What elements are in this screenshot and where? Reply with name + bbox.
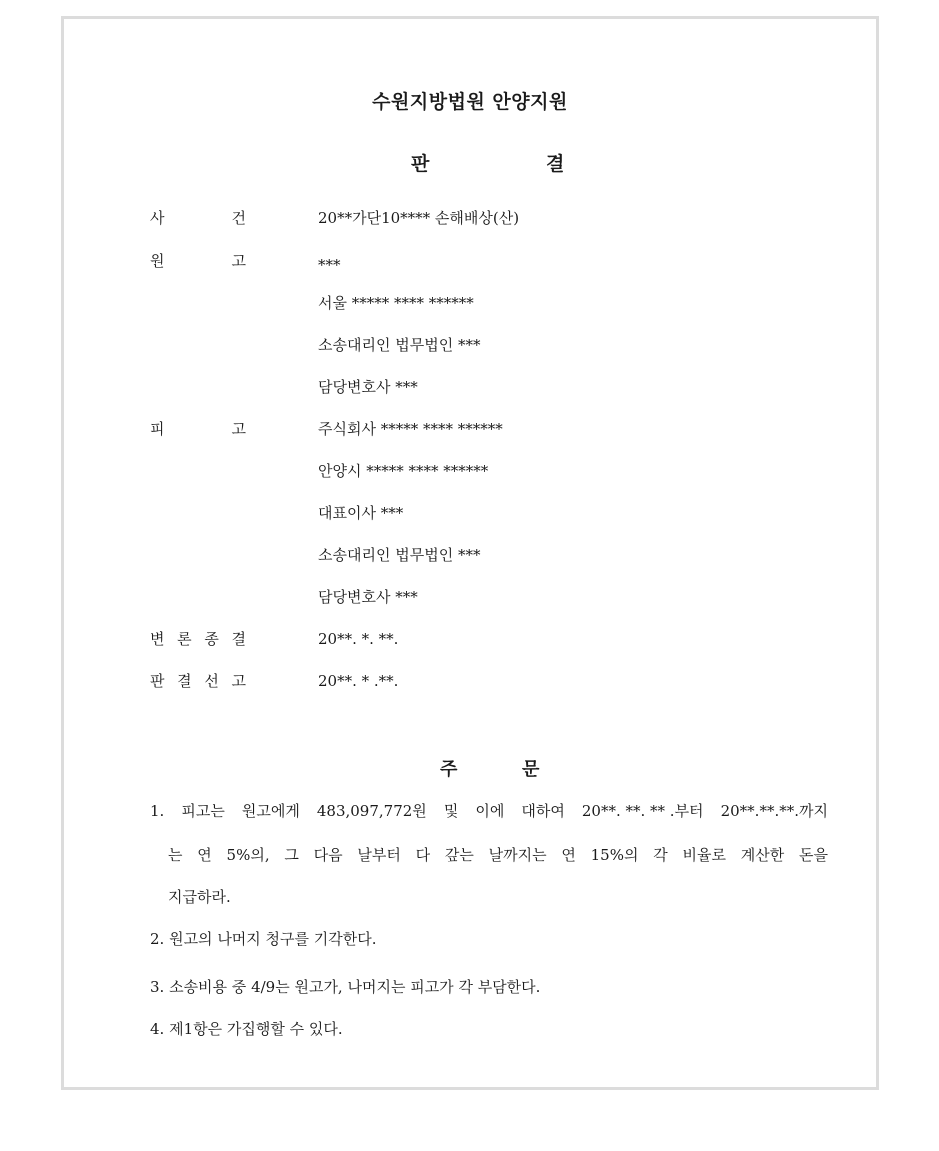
order-item-1-line-2: 는 연 5%의, 그 다음 날부터 다 갚는 날까지는 연 15%의 각 비율로 계산한 돈을 xyxy=(168,846,828,864)
order-item-1-line-3: 지급하라. xyxy=(168,888,231,906)
doc-title-char-1: 판 xyxy=(411,153,430,175)
plaintiff-label: 원 고 xyxy=(150,252,246,270)
judgment-document xyxy=(61,16,879,1090)
ruling-label: 판 결 선 고 xyxy=(150,672,246,690)
defendant-representative: 대표이사 *** xyxy=(318,504,404,522)
defendant-counsel: 소송대리인 법무법인 *** xyxy=(318,546,481,564)
case-label: 사 건 xyxy=(150,209,246,227)
plaintiff-address: 서울 ***** **** ****** xyxy=(318,294,474,312)
defendant-label: 피 고 xyxy=(150,420,246,438)
order-item-2: 2. 원고의 나머지 청구를 기각한다. xyxy=(150,930,377,948)
plaintiff-counsel: 소송대리인 법무법인 *** xyxy=(318,336,481,354)
order-item-4: 4. 제1항은 가집행할 수 있다. xyxy=(150,1020,343,1038)
doc-title-char-2: 결 xyxy=(546,153,565,175)
order-item-1-line-1: 1. 피고는 원고에게 483,097,772원 및 이에 대하여 20**. **. ** .부터 20**.**.**.까지 xyxy=(150,802,828,820)
order-title-char-1: 주 xyxy=(440,759,458,780)
court-name: 수원지방법원 안양지원 xyxy=(372,91,568,113)
plaintiff-attorney: 담당변호사 *** xyxy=(318,378,418,396)
order-title-char-2: 문 xyxy=(522,759,540,780)
ruling-date: 20**. * .**. xyxy=(318,672,399,690)
case-value: 20**가단10**** 손해배상(산) xyxy=(318,209,520,227)
closing-date: 20**. *. **. xyxy=(318,630,399,648)
defendant-address: 안양시 ***** **** ****** xyxy=(318,462,489,480)
order-item-3: 3. 소송비용 중 4/9는 원고가, 나머지는 피고가 각 부담한다. xyxy=(150,978,541,996)
plaintiff-name: *** xyxy=(318,256,341,274)
defendant-attorney: 담당변호사 *** xyxy=(318,588,418,606)
closing-label: 변 론 종 결 xyxy=(150,630,246,648)
defendant-name: 주식회사 ***** **** ****** xyxy=(318,420,503,438)
